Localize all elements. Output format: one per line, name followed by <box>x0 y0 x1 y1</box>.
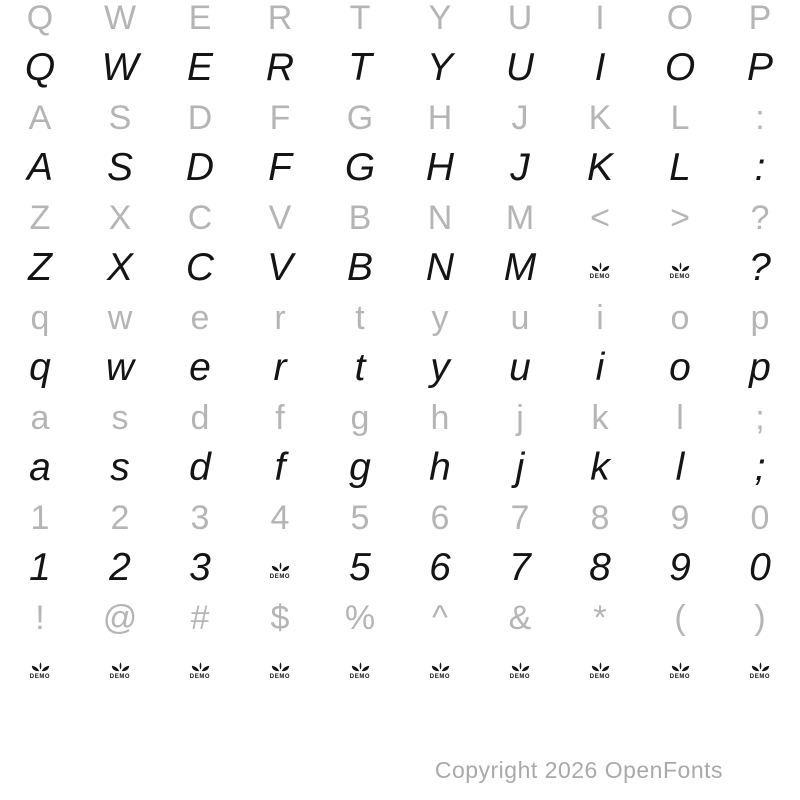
glyph-cell: 8 <box>590 498 610 537</box>
glyph-cell: e <box>190 298 210 337</box>
glyph-cell: I <box>594 46 606 89</box>
demo-glyph-label: DEMO <box>669 674 691 680</box>
demo-placeholder-glyph <box>480 643 560 693</box>
demo-glyph-label: DEMO <box>509 674 531 680</box>
glyph-cell: a <box>29 446 51 489</box>
glyph-cell: I <box>595 0 605 37</box>
glyph-cell: V <box>268 198 292 237</box>
demo-placeholder-glyph <box>0 643 80 693</box>
glyph-cell: d <box>189 446 211 489</box>
glyph-cell: D <box>185 146 215 189</box>
glyph-cell: y <box>431 298 449 337</box>
glyph-cell: T <box>348 46 372 89</box>
glyph-cell: Q <box>26 0 54 37</box>
demo-placeholder-glyph <box>240 543 320 593</box>
demo-glyph <box>350 661 371 681</box>
fleuron-ornament-icon <box>430 661 451 673</box>
glyph-cell: < <box>590 198 610 237</box>
demo-glyph-label: DEMO <box>669 274 691 280</box>
glyph-cell: 5 <box>350 498 370 537</box>
glyph-cell: 8 <box>589 546 611 589</box>
glyph-cell: ? <box>749 246 771 289</box>
glyph-cell: w <box>105 346 135 389</box>
glyph-cell: 6 <box>429 546 451 589</box>
demo-glyph-label: DEMO <box>429 674 451 680</box>
glyph-cell: & <box>508 598 532 637</box>
glyph-cell: q <box>30 298 50 337</box>
glyph-cell: N <box>425 246 455 289</box>
glyph-cell: U <box>507 0 533 37</box>
glyph-cell: 3 <box>189 546 211 589</box>
glyph-cell: U <box>505 46 535 89</box>
fleuron-ornament-icon <box>510 661 531 673</box>
glyph-cell: u <box>509 346 531 389</box>
glyph-cell: P <box>748 0 772 37</box>
glyph-cell: @ <box>102 598 138 637</box>
demo-glyph-label: DEMO <box>589 274 611 280</box>
glyph-cell: s <box>111 398 129 437</box>
glyph-cell: H <box>427 98 453 137</box>
glyph-row <box>0 243 800 293</box>
demo-glyph <box>670 261 691 281</box>
fleuron-ornament-icon <box>750 661 771 673</box>
demo-glyph <box>110 661 131 681</box>
glyph-cell: ) <box>754 598 766 637</box>
glyph-cell: A <box>26 146 53 189</box>
glyph-cell: D <box>187 98 213 137</box>
demo-placeholder-glyph <box>640 243 720 293</box>
glyph-cell: X <box>106 246 133 289</box>
glyph-row <box>0 43 800 93</box>
glyph-row <box>0 143 800 193</box>
glyph-cell: > <box>670 198 690 237</box>
glyph-cell: Z <box>29 198 51 237</box>
glyph-cell: B <box>348 198 372 237</box>
demo-glyph-label: DEMO <box>589 674 611 680</box>
glyph-cell: 7 <box>509 546 531 589</box>
fleuron-ornament-icon <box>30 661 51 673</box>
glyph-cell: Y <box>426 46 453 89</box>
glyph-row <box>0 643 800 693</box>
glyph-cell: h <box>430 398 450 437</box>
glyph-cell: r <box>274 298 286 337</box>
glyph-cell: l <box>676 398 684 437</box>
glyph-cell: % <box>344 598 376 637</box>
glyph-cell: o <box>670 298 690 337</box>
glyph-cell: 9 <box>670 498 690 537</box>
demo-placeholder-glyph <box>240 643 320 693</box>
glyph-row <box>0 293 800 343</box>
demo-placeholder-glyph <box>720 643 800 693</box>
glyph-cell: C <box>187 198 213 237</box>
glyph-cell: O <box>666 0 694 37</box>
demo-glyph-label: DEMO <box>749 674 771 680</box>
demo-glyph-label: DEMO <box>189 674 211 680</box>
fleuron-ornament-icon <box>590 661 611 673</box>
glyph-cell: T <box>349 0 371 37</box>
glyph-cell: p <box>749 346 771 389</box>
fleuron-ornament-icon <box>670 261 691 273</box>
glyph-cell: 5 <box>349 546 371 589</box>
glyph-cell: W <box>103 0 137 37</box>
glyph-cell: 7 <box>510 498 530 537</box>
glyph-cell: O <box>664 46 696 89</box>
glyph-cell: J <box>510 146 530 189</box>
glyph-cell: K <box>588 98 612 137</box>
glyph-cell: 1 <box>29 546 51 589</box>
glyph-cell: k <box>590 446 610 489</box>
demo-placeholder-glyph <box>400 643 480 693</box>
glyph-cell: a <box>30 398 50 437</box>
glyph-cell: h <box>429 446 451 489</box>
glyph-cell: M <box>505 198 535 237</box>
glyph-cell: R <box>267 0 293 37</box>
glyph-cell: 0 <box>749 546 771 589</box>
fleuron-ornament-icon <box>270 561 291 573</box>
demo-glyph <box>190 661 211 681</box>
glyph-cell: 2 <box>109 546 131 589</box>
glyph-cell: 4 <box>270 498 290 537</box>
glyph-cell: i <box>596 298 604 337</box>
demo-glyph-label: DEMO <box>29 674 51 680</box>
glyph-cell: L <box>670 98 690 137</box>
demo-glyph <box>270 661 291 681</box>
glyph-cell: E <box>186 46 213 89</box>
glyph-row <box>0 543 800 593</box>
glyph-row <box>0 393 800 443</box>
fleuron-ornament-icon <box>670 661 691 673</box>
glyph-cell: 0 <box>750 498 770 537</box>
demo-placeholder-glyph <box>320 643 400 693</box>
glyph-cell: ; <box>755 398 765 437</box>
demo-glyph-label: DEMO <box>269 674 291 680</box>
fleuron-ornament-icon <box>270 661 291 673</box>
demo-glyph <box>30 661 51 681</box>
glyph-row <box>0 193 800 243</box>
glyph-cell: y <box>430 346 450 389</box>
glyph-cell: u <box>510 298 530 337</box>
glyph-cell: ( <box>674 598 686 637</box>
glyph-cell: g <box>350 398 370 437</box>
glyph-cell: M <box>503 246 537 289</box>
glyph-cell: G <box>346 98 374 137</box>
glyph-cell: A <box>28 98 52 137</box>
glyph-cell: : <box>754 146 766 189</box>
fleuron-ornament-icon <box>110 661 131 673</box>
glyph-cell: 9 <box>669 546 691 589</box>
glyph-cell: s <box>110 446 130 489</box>
glyph-cell: g <box>349 446 371 489</box>
copyright-text: Copyright 2026 OpenFonts <box>434 757 723 783</box>
glyph-cell: J <box>511 98 529 137</box>
glyph-cell: W <box>101 46 139 89</box>
demo-glyph <box>430 661 451 681</box>
glyph-cell: $ <box>270 598 290 637</box>
glyph-cell: w <box>107 298 133 337</box>
glyph-cell: S <box>108 98 132 137</box>
fleuron-ornament-icon <box>590 261 611 273</box>
demo-glyph-label: DEMO <box>349 674 371 680</box>
glyph-cell: j <box>515 446 525 489</box>
glyph-cell: 3 <box>190 498 210 537</box>
glyph-cell: Q <box>24 46 56 89</box>
glyph-cell: L <box>669 146 691 189</box>
glyph-cell: Y <box>428 0 452 37</box>
glyph-cell: P <box>746 46 773 89</box>
demo-glyph <box>510 661 531 681</box>
glyph-cell: C <box>185 246 215 289</box>
glyph-row <box>0 0 800 43</box>
demo-glyph-label: DEMO <box>269 574 291 580</box>
glyph-row <box>0 593 800 643</box>
fleuron-ornament-icon <box>350 661 371 673</box>
glyph-cell: # <box>190 598 210 637</box>
glyph-cell: p <box>750 298 770 337</box>
glyph-cell: k <box>591 398 609 437</box>
glyph-row <box>0 93 800 143</box>
glyph-cell: 2 <box>110 498 130 537</box>
demo-placeholder-glyph <box>160 643 240 693</box>
glyph-cell: F <box>269 98 291 137</box>
glyph-cell: V <box>266 246 293 289</box>
demo-glyph-label: DEMO <box>109 674 131 680</box>
glyph-cell: e <box>189 346 211 389</box>
glyph-cell: 1 <box>30 498 50 537</box>
demo-glyph <box>590 661 611 681</box>
glyph-cell: F <box>268 146 292 189</box>
glyph-cell: * <box>593 598 607 637</box>
glyph-cell: r <box>273 346 287 389</box>
glyph-cell: S <box>106 146 133 189</box>
glyph-cell: t <box>355 298 365 337</box>
glyph-cell: d <box>190 398 210 437</box>
glyph-cell: N <box>427 198 453 237</box>
glyph-cell: ? <box>750 198 770 237</box>
glyph-cell: Z <box>28 246 52 289</box>
glyph-cell: H <box>425 146 455 189</box>
glyph-cell: t <box>354 346 366 389</box>
glyph-cell: f <box>275 398 285 437</box>
glyph-cell: X <box>108 198 132 237</box>
demo-glyph <box>270 561 291 581</box>
glyph-cell: q <box>29 346 51 389</box>
glyph-cell: 6 <box>430 498 450 537</box>
glyph-row <box>0 343 800 393</box>
glyph-row <box>0 443 800 493</box>
glyph-cell: ! <box>35 598 45 637</box>
fleuron-ornament-icon <box>190 661 211 673</box>
glyph-cell: ^ <box>432 598 448 637</box>
glyph-cell: j <box>516 398 524 437</box>
demo-glyph <box>670 661 691 681</box>
glyph-cell: o <box>669 346 691 389</box>
glyph-cell: E <box>188 0 212 37</box>
glyph-cell: K <box>586 146 613 189</box>
glyph-cell: G <box>344 146 376 189</box>
glyph-cell: ; <box>754 446 766 489</box>
demo-glyph <box>590 261 611 281</box>
demo-placeholder-glyph <box>80 643 160 693</box>
demo-placeholder-glyph <box>640 643 720 693</box>
demo-placeholder-glyph <box>560 643 640 693</box>
glyph-cell: R <box>265 46 295 89</box>
glyph-cell: f <box>274 446 286 489</box>
glyph-cell: B <box>346 246 373 289</box>
glyph-cell: i <box>595 346 605 389</box>
glyph-cell: l <box>675 446 685 489</box>
demo-glyph <box>750 661 771 681</box>
glyph-cell: : <box>755 98 765 137</box>
glyph-row <box>0 493 800 543</box>
demo-placeholder-glyph <box>560 243 640 293</box>
